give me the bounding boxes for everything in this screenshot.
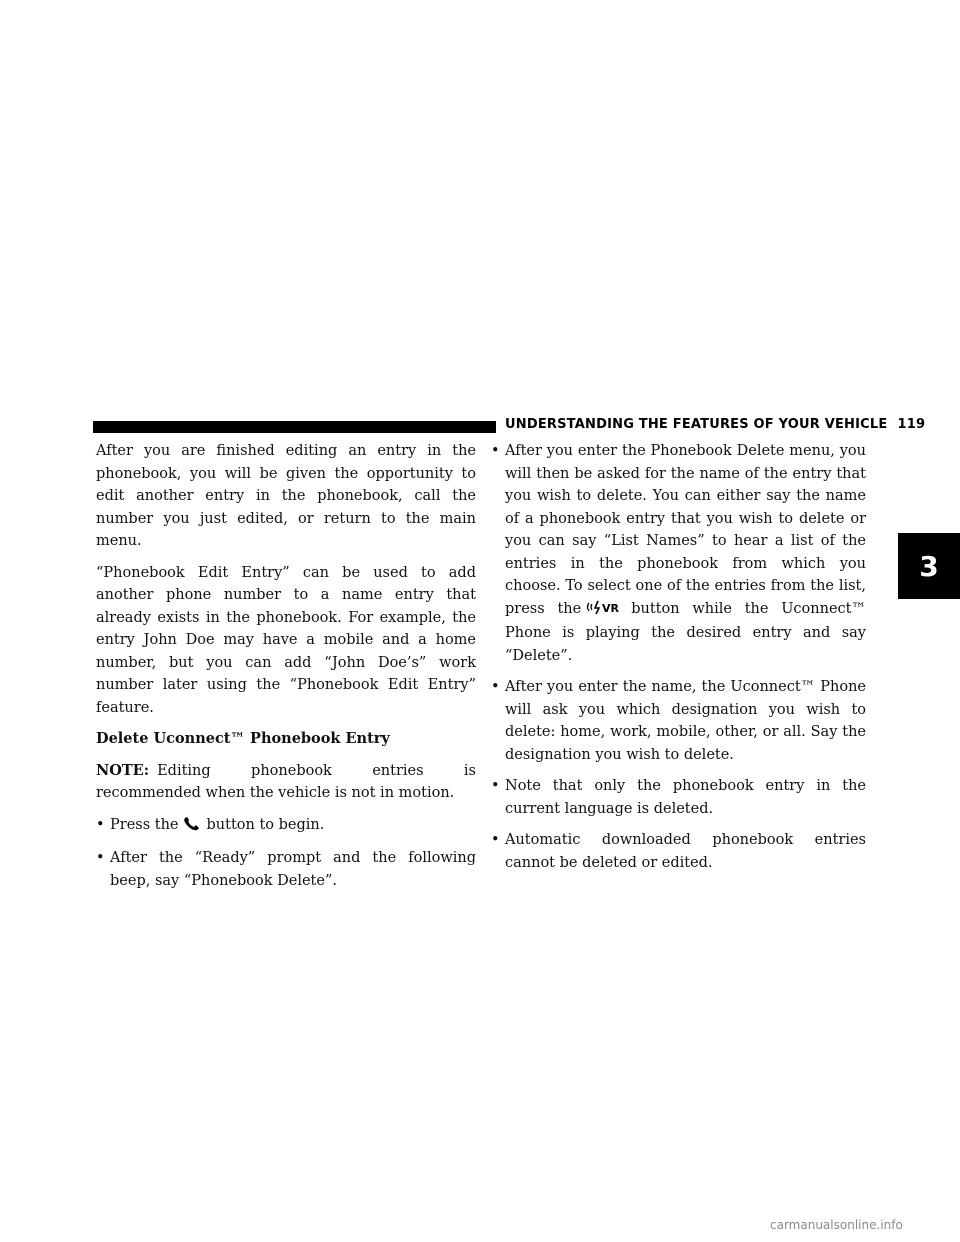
- page-number: 119: [897, 417, 926, 432]
- bullet-text: button while the Uconnect™ Phone is playing the desired entry and say “Delete”.: [505, 600, 866, 664]
- list-item: [491, 440, 866, 667]
- bullet-dot: •: [491, 679, 500, 695]
- bullet-text: After the “Ready” prompt and the following beep, say “Phonebook Delete”.: [110, 850, 476, 889]
- bullet-dot: •: [491, 832, 500, 848]
- note: [96, 760, 476, 805]
- bullet-text: Automatic downloaded phonebook entries cannot be deleted or edited.: [505, 832, 866, 871]
- list-item: [491, 829, 866, 874]
- left-column: [96, 440, 476, 901]
- bullet-text: button to begin.: [206, 816, 325, 833]
- paragraph-edit-finished: After you are finished editing an entry in the phonebook, you will be given the opportunity to edit another entry in the phonebook, call the number you just edited, or return to the main menu.: [96, 443, 476, 549]
- bullet-dot: •: [96, 816, 105, 833]
- bullet-text: After you enter the Phonebook Delete menu, you will then be asked for the name of the entry that you wish to delete. You can either say the name of a phonebook entry that you wish to delete or you can say “List Names” to hear a list of the entries in the phonebook from which you choose. To select one of the entries from the list, press the: [505, 443, 866, 617]
- bullet-text: Press the: [110, 816, 179, 833]
- voice-recognition-icon: [585, 599, 625, 623]
- list-item: [96, 814, 476, 839]
- bullet-text: Note that only the phonebook entry in the current language is deleted.: [505, 778, 866, 817]
- bullet-dot: •: [491, 778, 500, 794]
- section-heading: Delete Uconnect™ Phonebook Entry: [96, 730, 390, 747]
- header-rule: [93, 421, 496, 433]
- list-item: [491, 676, 866, 766]
- bullet-dot: •: [96, 850, 105, 866]
- note-text: Editing phonebook entries is recommended when the vehicle is not in motion.: [96, 762, 476, 801]
- list-item: [96, 847, 476, 892]
- phone-icon: [183, 816, 201, 839]
- note-label: NOTE:: [96, 761, 150, 779]
- chapter-tab: 3: [898, 533, 960, 599]
- paragraph-edit-entry: “Phonebook Edit Entry” can be used to add another phone number to a name entry that already exists in the phonebook. For example, the entry John Doe may have a mobile and a home number, but you can add “John Doe’s” work number later using the “Phonebook Edit Entry” feature.: [96, 564, 476, 716]
- header-title: UNDERSTANDING THE FEATURES OF YOUR VEHICLE: [505, 417, 888, 432]
- list-item: [491, 775, 866, 820]
- right-column: [491, 440, 866, 883]
- bullet-dot: •: [491, 443, 500, 459]
- vr-label: VR: [602, 601, 620, 615]
- running-header: [505, 417, 925, 432]
- watermark-url[interactable]: carmanualsonline.info: [770, 1218, 903, 1232]
- bullet-text: After you enter the name, the Uconnect™ Phone will ask you which designation you wish to delete: home, work, mobile, other, or all. Say the designation you wish to delete.: [505, 679, 866, 763]
